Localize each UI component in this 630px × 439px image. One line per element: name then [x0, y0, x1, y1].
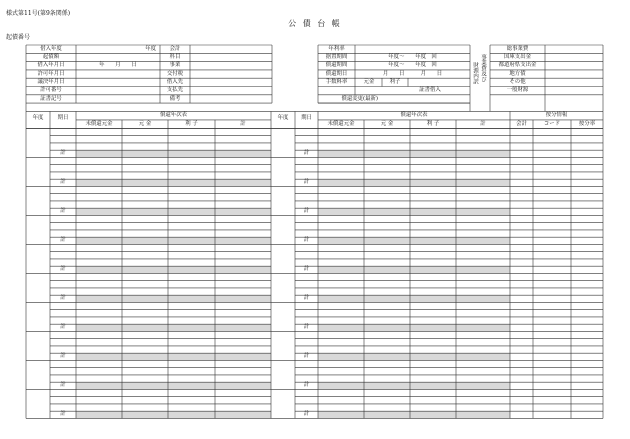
allocation-column-header: コード [543, 120, 561, 127]
plan-column-header: 元 金 [380, 120, 394, 127]
plan-header: 償還年次表 [160, 112, 187, 118]
info-value: 証書借入 [419, 87, 441, 94]
subtotal-label: 計 [60, 411, 66, 418]
subtotal-label: 計 [303, 382, 310, 389]
plan-column-header: 未償還元金 [327, 120, 355, 127]
subtotal-label: 計 [303, 179, 310, 186]
info-value: 元金 [363, 79, 375, 85]
info-value: 年度～ 年度 回 [388, 62, 437, 69]
info-label: その他 [509, 79, 526, 85]
info-label: 会計 [169, 45, 181, 52]
info-label: 借入年度 [40, 45, 62, 52]
form-number: 様式第11号(第9条関係) [6, 10, 71, 17]
info-label: 償還期日 [325, 70, 348, 77]
subtotal-label: 計 [60, 353, 66, 360]
info-label: 議決年月日 [37, 79, 65, 85]
subtotal-label: 計 [303, 295, 310, 302]
plan-column-header: 利 子 [185, 120, 198, 127]
info-label: 借入年月日 [37, 62, 65, 69]
info-label: 一般財源 [506, 87, 529, 94]
plan-header: 償還年次表 [400, 112, 428, 118]
subtotal-label: 計 [60, 150, 66, 157]
info-value: 年 月 日 [99, 62, 137, 69]
year-header: 年度 [32, 115, 44, 122]
subtotal-label: 計 [303, 237, 310, 244]
project-cost-label: 事業費及び [480, 54, 486, 82]
subtotal-label: 計 [60, 295, 66, 302]
info-label: 借入先 [166, 79, 184, 85]
info-label: 償還期間 [325, 62, 348, 69]
subtotal-label: 計 [303, 411, 310, 418]
subtotal-label: 計 [303, 266, 310, 273]
allocation-column-header: 会計 [516, 120, 527, 127]
year-header: 年度 [277, 115, 289, 122]
info-value: 月 日 月 日 [382, 70, 443, 77]
info-label: 据置期間 [325, 54, 348, 61]
info-label: 交付税 [166, 70, 184, 77]
plan-column-header: 未償還元金 [85, 120, 113, 127]
info-value: 年度 [145, 45, 156, 52]
info-label: 年利率 [328, 45, 345, 52]
info-label: 利子 [389, 79, 401, 85]
period-header: 期日 [301, 115, 312, 122]
info-label: 科目 [169, 54, 181, 61]
page-title: 公 債 台 帳 [288, 19, 342, 28]
allocation-header: 按分情報 [545, 112, 568, 118]
allocation-column-header: 按分率 [578, 120, 596, 127]
info-label: 地方債 [509, 70, 526, 77]
subtotal-label: 計 [303, 150, 310, 157]
finance-breakdown-label: 財源内訳 [472, 62, 478, 85]
info-label: 国庫支出金 [504, 54, 531, 61]
info-label: 事業 [169, 62, 181, 69]
subtotal-label: 計 [60, 237, 66, 244]
subtotal-label: 計 [303, 353, 310, 360]
plan-column-header: 計 [240, 120, 246, 127]
subtotal-label: 計 [303, 208, 310, 215]
info-label: 許可年月日 [37, 70, 65, 77]
subtotal-label: 計 [60, 324, 66, 331]
subtotal-label: 計 [60, 179, 66, 186]
info-label: 支払先 [166, 87, 184, 94]
subtotal-label: 計 [60, 266, 66, 273]
subtotal-label: 計 [60, 208, 66, 215]
info-label: 都道府県支出金 [498, 62, 537, 69]
plan-column-header: 利 子 [426, 120, 440, 127]
info-value: 年度～ 年度 回 [388, 54, 437, 61]
info-label: 許可番号 [40, 87, 62, 94]
bond-number-label: 起債番号 [6, 34, 31, 41]
subtotal-label: 計 [303, 324, 310, 331]
info-label: 起債額 [42, 54, 60, 61]
subtotal-label: 計 [60, 382, 66, 389]
info-label: 証書記号 [40, 95, 62, 102]
period-header: 期日 [57, 115, 69, 122]
info-label: 総事業費 [506, 45, 529, 52]
info-label: 手数料率 [325, 79, 348, 85]
plan-column-header: 計 [480, 120, 486, 127]
plan-column-header: 元 金 [138, 120, 152, 127]
info-label: 備考 [169, 95, 181, 102]
info-label: 償還変更(最新) [341, 95, 378, 102]
